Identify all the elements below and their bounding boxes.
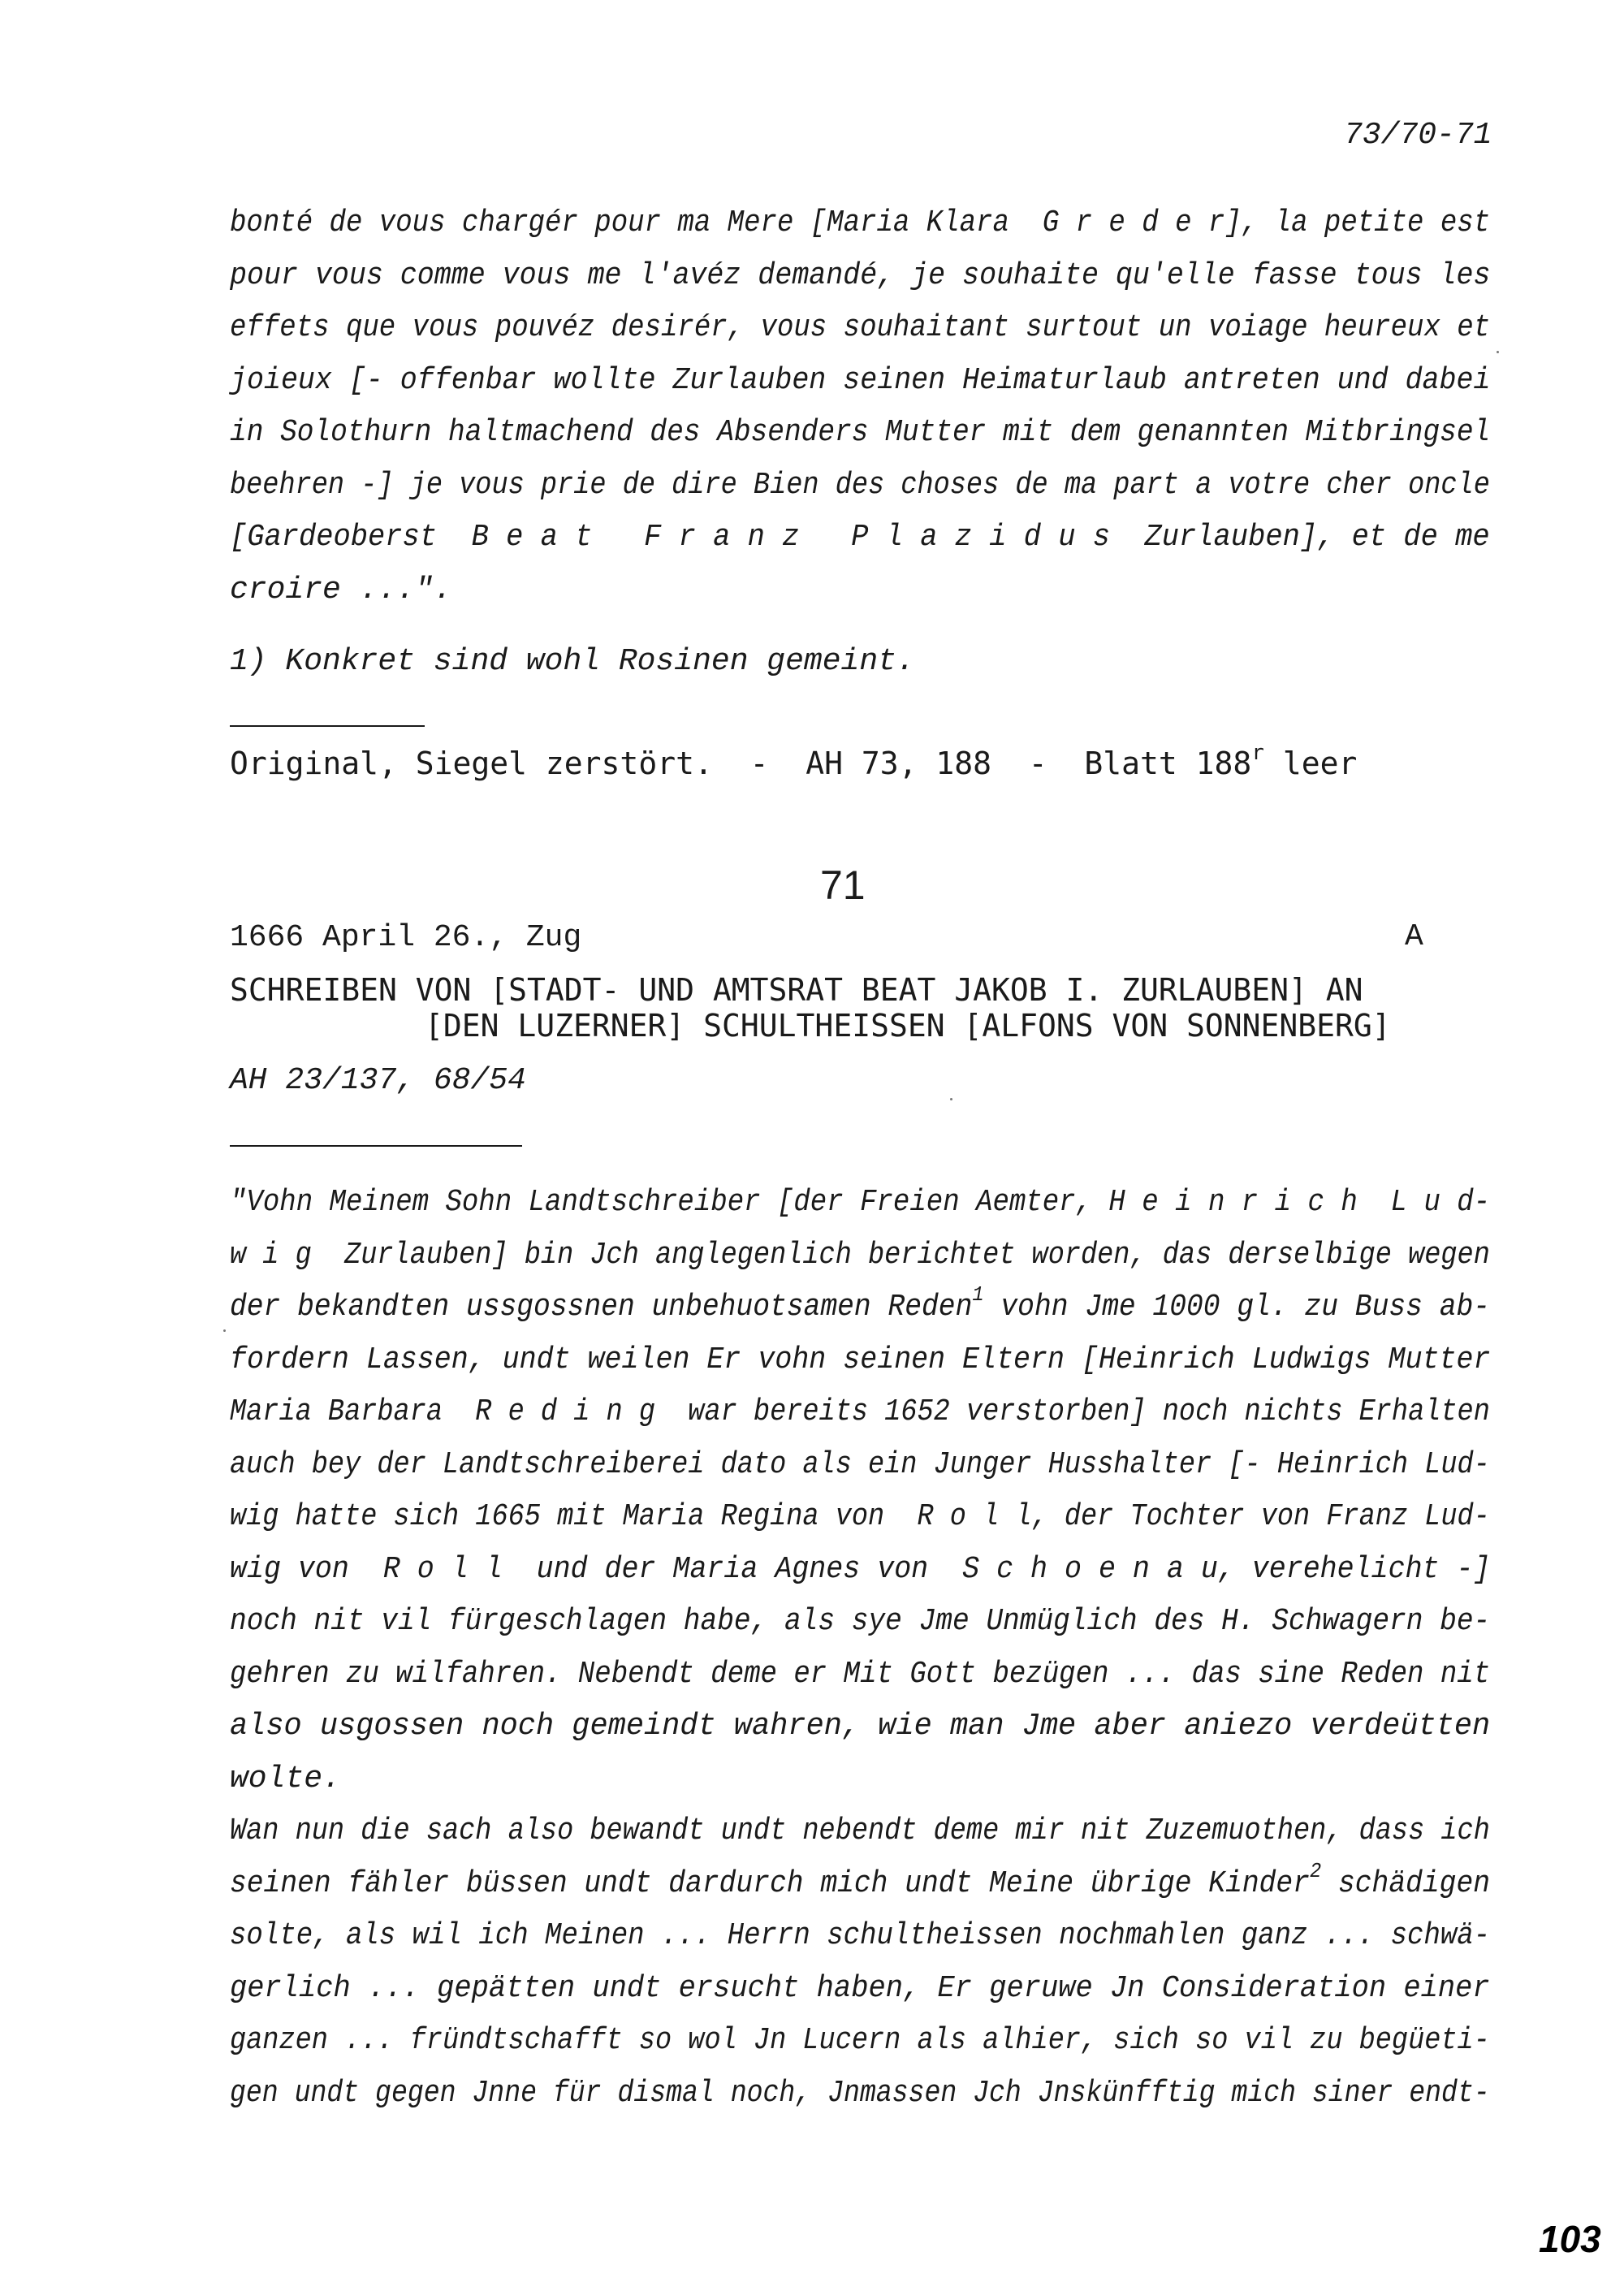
text-line: [Gardeoberst B e a t F r a n z P l a z i d u s Zurlauben], et de me (230, 520, 1490, 555)
text-line (230, 1858, 1491, 1903)
text-line: auch bey der Landtschreiberei dato als ein Junger Husshalter [- Heinrich Lud- (230, 1446, 1490, 1482)
divider (230, 725, 425, 727)
text-line: Maria Barbara R e d i n g war bereits 1652 verstorben] noch nichts Erhalten (230, 1394, 1490, 1429)
text-segment: vohn Jme 1000 gl. zu Buss ab- (983, 1290, 1491, 1325)
text-line: wig von R o l l und der Maria Agnes von S c h o e n a u, verehelicht -] (230, 1551, 1491, 1587)
text-line: also usgossen noch gemeindt wahren, wie man Jme aber aniezo verdeütten (230, 1709, 1491, 1744)
text-line: solte, als wil ich Meinen ... Herrn schultheissen nochmahlen ganz ... schwä- (230, 1918, 1491, 1953)
text-segment: schädigen (1321, 1865, 1491, 1901)
text-line: effets que vous pouvéz desirér, vous souhaitant surtout un voiage heureux et (230, 310, 1491, 345)
footnote-marker: 1 (972, 1282, 984, 1308)
text-line: bonté de vous chargér pour ma Mere [Maria Klara G r e d e r], la petite est (230, 205, 1491, 240)
scan-speck (223, 1329, 226, 1332)
page-number: 103 (1539, 2218, 1601, 2260)
text-line: "Vohn Meinem Sohn Landtschreiber [der Freien Aemter, H e i n r i c h L u d- (230, 1185, 1491, 1220)
text-line: pour vous comme vous me l'avéz demandé, je souhaite qu'elle fasse tous les (230, 257, 1491, 293)
text-line: gerlich ... gepätten undt ersucht haben, Er geruwe Jn Consideration einer (230, 1970, 1490, 2006)
text-line: ganzen ... fründtschafft so wol Jn Lucern als alhier, sich so vil zu begüeti- (230, 2023, 1490, 2058)
source-note-tail: leer (1263, 746, 1358, 781)
document-type: A (1405, 919, 1423, 954)
source-note-superscript: r (1251, 741, 1264, 766)
document-number: 71 (820, 862, 866, 908)
scan-speck (950, 1098, 952, 1100)
text-line: wig hatte sich 1665 mit Maria Regina von R o l l, der Tochter von Franz Lud- (230, 1499, 1490, 1534)
document-title-line-1: SCHREIBEN VON [STADT- UND AMTSRAT BEAT JAKOB I. ZURLAUBEN] AN (230, 972, 1363, 1008)
footnote-marker: 2 (1309, 1858, 1322, 1883)
text-line: in Solothurn haltmachend des Absenders Mutter mit dem genannten Mitbringsel (230, 415, 1491, 450)
divider (230, 1145, 522, 1147)
footnote: 1) Konkret sind wohl Rosinen gemeint. (230, 644, 915, 679)
text-line: croire ...". (230, 572, 452, 607)
text-line: gen undt gegen Jnne für dismal noch, Jnmassen Jch Jnskünfftig mich siner endt- (230, 2075, 1490, 2111)
text-line: gehren zu wilfahren. Nebendt deme er Mit Gott bezügen ... das sine Reden nit (230, 1656, 1491, 1692)
source-note-text: Original, Siegel zerstört. - AH 73, 188 - Blatt 188 (230, 746, 1252, 781)
text-segment: der bekandten ussgossnen unbehuotsamen Reden (230, 1290, 973, 1325)
document-date: 1666 April 26., Zug (230, 920, 582, 955)
text-line: wolte. (230, 1761, 341, 1796)
archive-reference: AH 23/137, 68/54 (230, 1063, 526, 1098)
text-line: noch nit vil fürgeschlagen habe, als sye Jme Unmüglich des H. Schwagern be- (230, 1604, 1491, 1639)
text-line: beehren -] je vous prie de dire Bien des choses de ma part a votre cher oncle (230, 467, 1490, 503)
text-line (230, 1282, 1491, 1326)
text-line: joieux [- offenbar wollte Zurlauben seinen Heimaturlaub antreten und dabei (230, 362, 1491, 398)
source-note (230, 741, 1358, 782)
text-line: fordern Lassen, undt weilen Er vohn seinen Eltern [Heinrich Ludwigs Mutter (230, 1342, 1491, 1377)
text-line: w i g Zurlauben] bin Jch anglegenlich berichtet worden, das derselbige wegen (230, 1237, 1490, 1273)
reference-code: 73/70-71 (1344, 118, 1492, 153)
text-segment: seinen fähler büssen undt dardurch mich undt Meine übrige Kinder (230, 1865, 1310, 1901)
scan-speck (1497, 351, 1499, 353)
text-line: Wan nun die sach also bewandt undt nebendt deme mir nit Zuzemuothen, dass ich (230, 1813, 1490, 1848)
document-title-line-2: [DEN LUZERNER] SCHULTHEISSEN [ALFONS VON SONNENBERG] (425, 1008, 1391, 1044)
